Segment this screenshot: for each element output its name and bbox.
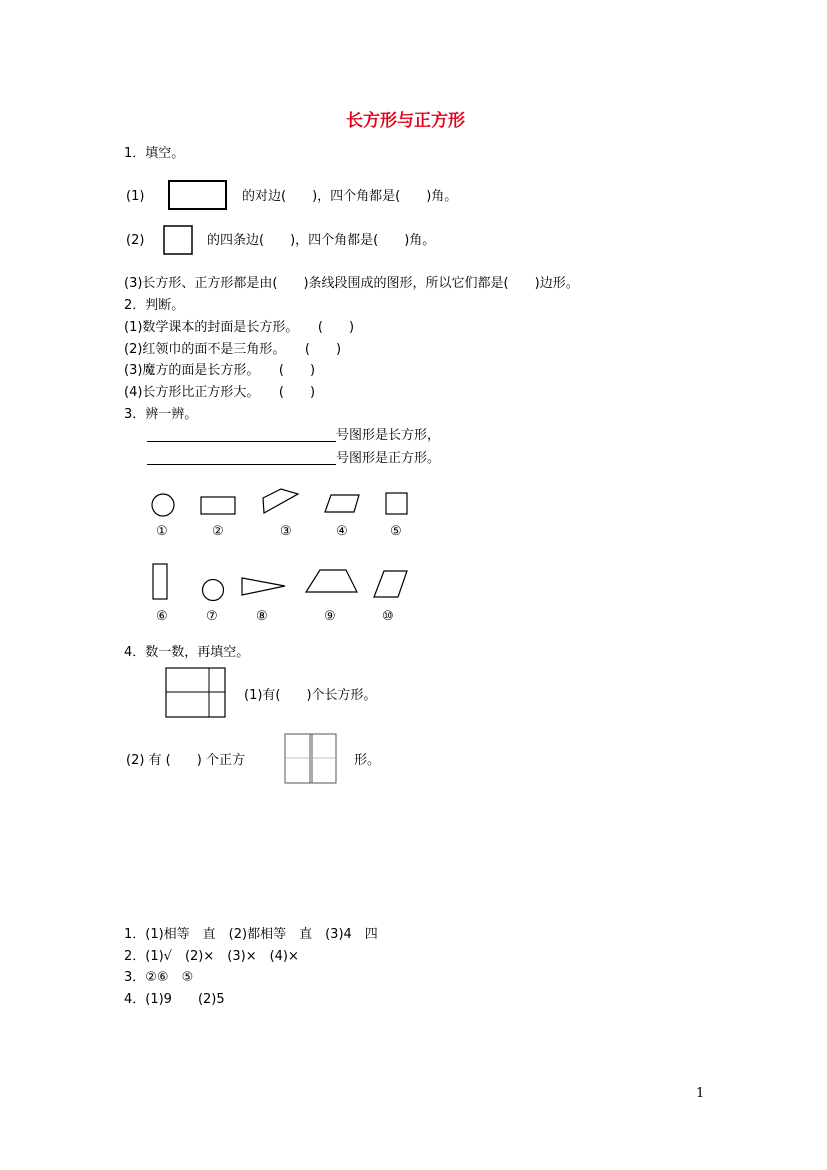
shape-label-10: ⑩ — [382, 609, 394, 624]
shape-label-2: ② — [212, 524, 224, 539]
shape-label-8: ⑧ — [256, 609, 268, 624]
shape-label-7: ⑦ — [206, 609, 218, 624]
shape-label-3: ③ — [280, 524, 292, 539]
circle-shape-1 — [150, 492, 176, 518]
page-title: 长方形与正方形 — [346, 111, 465, 131]
answer-line-2: 2．(1)√ (2)× (3)× (4)× — [124, 949, 299, 964]
quadrilateral-shape-3 — [260, 488, 302, 516]
q3-line2-text: 号图形是正方形。 — [336, 451, 441, 466]
square-grid-figure — [284, 733, 338, 785]
q2-item-4: (4)长方形比正方形大。 ( ) — [124, 385, 316, 400]
square-shape-5 — [385, 492, 409, 516]
q1-heading: 1．填空。 — [124, 146, 185, 161]
square-figure — [163, 225, 194, 256]
q3-heading: 3．辨一辨。 — [124, 407, 198, 422]
rectangle-grid-figure — [165, 667, 227, 719]
shape-label-5: ⑤ — [390, 524, 402, 539]
answer-blank-1 — [147, 441, 336, 442]
shape-label-9: ⑨ — [324, 609, 336, 624]
q2-item-1: (1)数学课本的封面是长方形。 ( ) — [124, 320, 355, 335]
shape-label-6: ⑥ — [156, 609, 168, 624]
triangle-shape-8 — [240, 574, 288, 598]
q4-heading: 4．数一数，再填空。 — [124, 645, 250, 660]
trapezoid-shape-9 — [305, 569, 359, 595]
q3-line1-text: 号图形是长方形， — [336, 428, 441, 443]
q2-heading: 2．判断。 — [124, 298, 185, 313]
page-number: 1 — [696, 1086, 705, 1101]
answer-line-1: 1．(1)相等 直 (2)都相等 直 (3)4 四 — [124, 927, 378, 942]
shape-label-1: ① — [156, 524, 168, 539]
answer-blank-2 — [147, 464, 336, 465]
q1-item2-text: 的四条边( )，四个角都是( )角。 — [207, 233, 436, 248]
parallelogram-shape-4 — [324, 494, 362, 514]
q1-item1-text: 的对边( )，四个角都是( )角。 — [242, 189, 458, 204]
circle-shape-7 — [201, 578, 225, 602]
rectangle-figure — [168, 180, 228, 211]
q4-item2-left-text: (2) 有 ( ) 个正方 — [126, 753, 245, 768]
rectangle-shape-2 — [200, 496, 238, 516]
q1-item1-number: (1) — [126, 189, 145, 204]
q2-item-3: (3)魔方的面是长方形。 ( ) — [124, 363, 316, 378]
q1-item3-text: (3)长方形、正方形都是由( )条线段围成的图形，所以它们都是( )边形。 — [124, 276, 579, 291]
shape-label-4: ④ — [336, 524, 348, 539]
q4-item2-right-text: 形。 — [354, 753, 381, 768]
q4-item1-text: (1)有( )个长方形。 — [244, 688, 377, 703]
answer-line-3: 3．②⑥ ⑤ — [124, 970, 194, 985]
rectangle-shape-6 — [152, 563, 170, 601]
q1-item2-number: (2) — [126, 233, 145, 248]
parallelogram-shape-10 — [373, 570, 409, 600]
q2-item-2: (2)红领巾的面不是三角形。 ( ) — [124, 342, 342, 357]
answer-line-4: 4．(1)9 (2)5 — [124, 992, 225, 1007]
